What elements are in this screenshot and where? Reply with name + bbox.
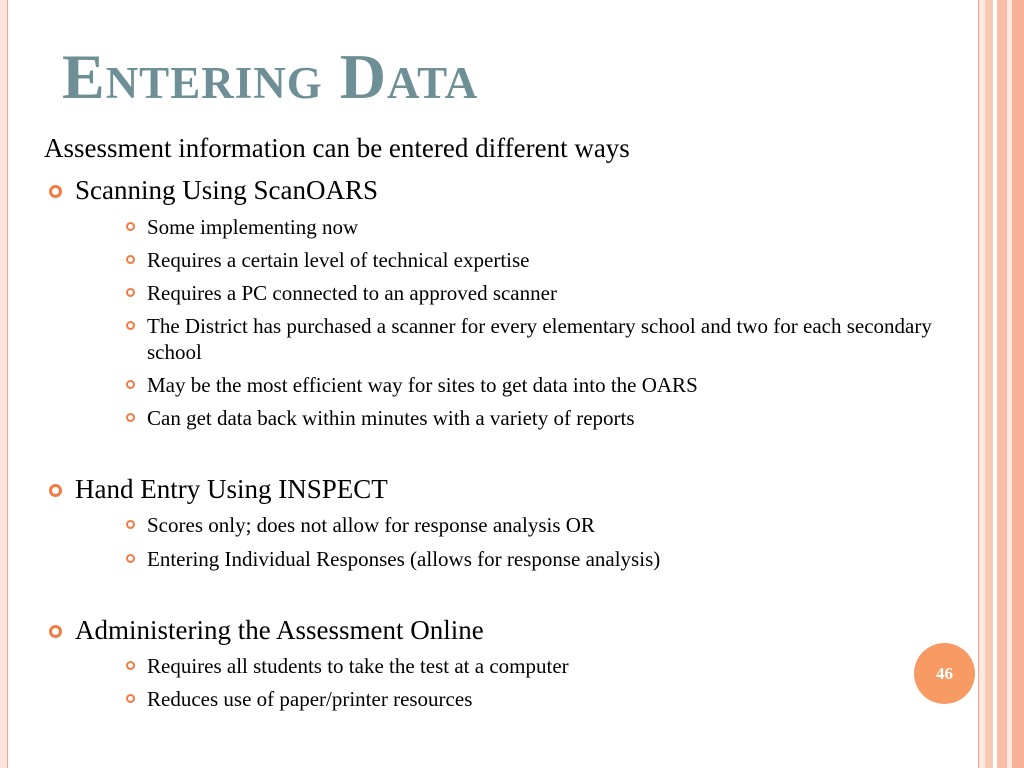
list-item: Scores only; does not allow for response analysis OR — [147, 513, 985, 538]
list-item: Requires all students to take the test at a computer — [147, 654, 985, 679]
bullet-icon — [126, 380, 135, 389]
lead-text: Assessment information can be entered different ways — [44, 133, 630, 163]
bullet-icon — [126, 321, 135, 330]
section-heading-hand-entry: Hand Entry Using INSPECT — [44, 473, 984, 505]
bullet-icon — [126, 694, 135, 703]
list-item: Requires a certain level of technical expertise — [147, 248, 985, 273]
spacer — [44, 439, 984, 473]
list-item: Entering Individual Responses (allows for response analysis) — [147, 547, 985, 572]
section-heading-scanning: Scanning Using ScanOARS — [44, 174, 984, 206]
slide-title: Entering Data — [62, 41, 479, 112]
list-item: May be the most efficient way for sites to get data into the OARS — [147, 373, 985, 398]
bullet-icon — [126, 222, 135, 231]
bullet-icon — [126, 255, 135, 264]
list-item: Reduces use of paper/printer resources — [147, 687, 985, 712]
bullet-icon — [126, 554, 135, 563]
bullet-icon — [126, 520, 135, 529]
slide-body — [44, 132, 984, 721]
spacer — [44, 580, 984, 614]
bullet-icon — [126, 413, 135, 422]
list-item: Some implementing now — [147, 215, 985, 240]
bullet-icon — [126, 288, 135, 297]
left-frame-stripe — [0, 0, 8, 768]
list-item: The District has purchased a scanner for every elementary school and two for each secondary school — [147, 314, 985, 364]
slide-number-badge: 46 — [914, 643, 975, 704]
section-heading-online: Administering the Assessment Online — [44, 614, 984, 646]
list-item: Requires a PC connected to an approved scanner — [147, 281, 985, 306]
list-item: Can get data back within minutes with a variety of reports — [147, 406, 985, 431]
bullet-icon — [126, 661, 135, 670]
